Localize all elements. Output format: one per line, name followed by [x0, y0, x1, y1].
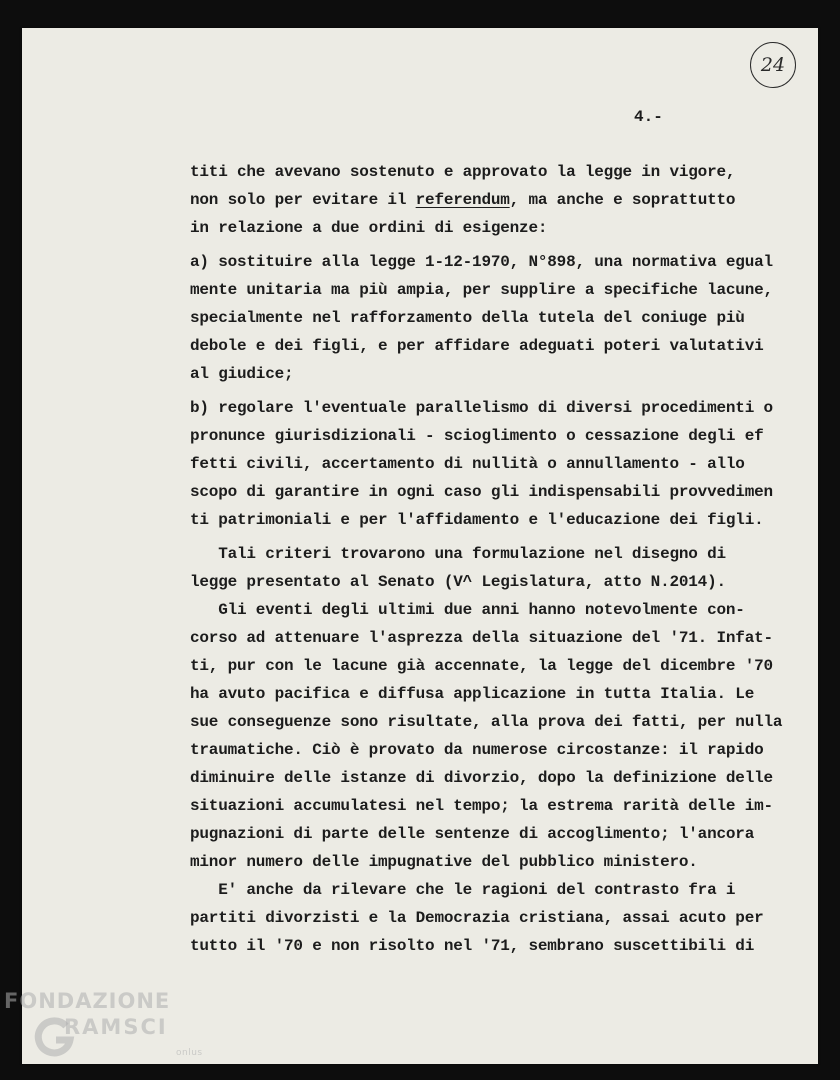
list-item-a	[190, 248, 810, 388]
text-line: al giudice;	[190, 365, 294, 383]
document-page	[22, 28, 818, 1064]
text-line: Tali criteri trovarono una formulazione nel disegno di	[190, 545, 726, 563]
text-fragment: , ma anche e soprattutto	[509, 191, 736, 209]
paragraph-intro	[190, 158, 810, 242]
paragraph-criteri	[190, 540, 810, 596]
archive-number-stamp: 24	[750, 42, 796, 88]
text-line: ti, pur con le lacune già accennate, la legge del dicembre '70	[190, 657, 773, 675]
watermark-line1: FONDAZIONE	[4, 989, 171, 1013]
page-number: 4.-	[634, 108, 663, 126]
text-line: pronunce giurisdizionali - scioglimento o cessazione degli ef	[190, 427, 764, 445]
text-line: ti patrimoniali e per l'affidamento e l'educazione dei figli.	[190, 511, 764, 529]
underlined-term-referendum: referendum	[415, 191, 510, 209]
text-line: Gli eventi degli ultimi due anni hanno notevolmente con-	[190, 601, 745, 619]
text-line: pugnazioni di parte delle sentenze di accoglimento; l'ancora	[190, 825, 755, 843]
text-line: E' anche da rilevare che le ragioni del contrasto fra i	[190, 881, 736, 899]
text-line: ha avuto pacifica e diffusa applicazione in tutta Italia. Le	[190, 685, 755, 703]
text-line: mente unitaria ma più ampia, per supplire a specifiche lacune,	[190, 281, 773, 299]
text-fragment: non solo per evitare il	[190, 191, 416, 209]
text-line: partiti divorzisti e la Democrazia cristiana, assai acuto per	[190, 909, 764, 927]
text-line: titi che avevano sostenuto e approvato la legge in vigore,	[190, 163, 736, 181]
text-line: traumatiche. Ciò è provato da numerose circostanze: il rapido	[190, 741, 764, 759]
text-line: sue conseguenze sono risultate, alla prova dei fatti, per nulla	[190, 713, 783, 731]
text-line: fetti civili, accertamento di nullità o annullamento - allo	[190, 455, 745, 473]
text-line: debole e dei figli, e per affidare adeguati poteri valutativi	[190, 337, 764, 355]
text-line: b) regolare l'eventuale parallelismo di diversi procedimenti o	[190, 399, 773, 417]
text-line: tutto il '70 e non risolto nel '71, sembrano suscettibili di	[190, 937, 755, 955]
text-line: legge presentato al Senato (V^ Legislatura, atto N.2014).	[190, 573, 726, 591]
watermark-onlus: onlus	[176, 1048, 203, 1058]
text-line	[190, 186, 810, 214]
text-line: diminuire delle istanze di divorzio, dopo la definizione delle	[190, 769, 773, 787]
paragraph-rilevare	[190, 876, 810, 960]
text-line: in relazione a due ordini di esigenze:	[190, 219, 548, 237]
paragraph-eventi	[190, 596, 810, 876]
text-line: corso ad attenuare l'asprezza della situazione del '71. Infat-	[190, 629, 773, 647]
list-item-b	[190, 394, 810, 534]
document-body	[190, 158, 810, 960]
text-line: specialmente nel rafforzamento della tutela del coniuge più	[190, 309, 745, 327]
text-line: situazioni accumulatesi nel tempo; la estrema rarità delle im-	[190, 797, 773, 815]
text-line: scopo di garantire in ogni caso gli indispensabili provvedimen	[190, 483, 773, 501]
watermark-gramsci-text: RAMSCI	[64, 1015, 168, 1039]
text-line: minor numero delle impugnative del pubblico ministero.	[190, 853, 698, 871]
text-line: a) sostituire alla legge 1-12-1970, N°898, una normativa egual	[190, 253, 773, 271]
